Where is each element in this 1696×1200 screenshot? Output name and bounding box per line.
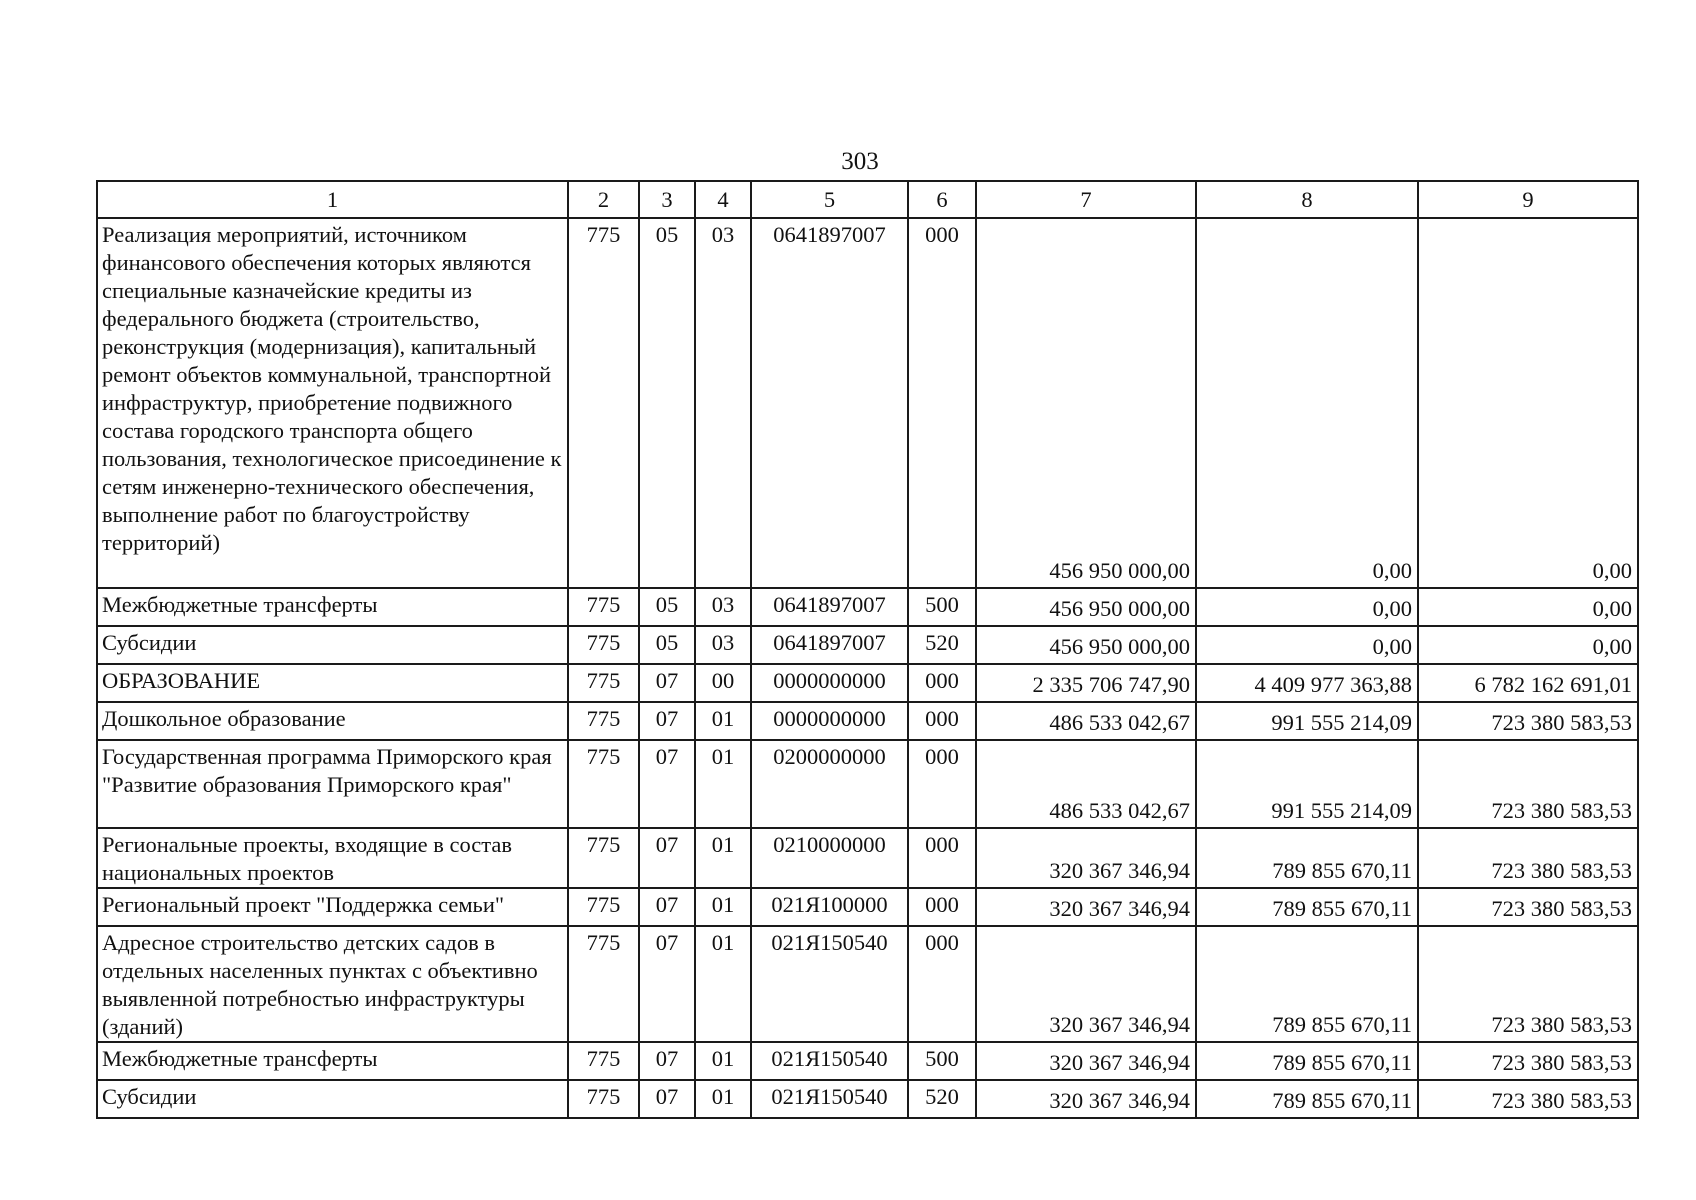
code-section: 07 — [639, 926, 695, 1042]
code-admin: 775 — [568, 664, 639, 702]
table-row — [97, 664, 1638, 702]
code-target: 0641897007 — [751, 626, 908, 664]
code-subsection: 01 — [695, 702, 751, 740]
amount-col9: 723 380 583,53 — [1418, 828, 1638, 888]
column-header: 6 — [908, 181, 976, 218]
code-subsection: 01 — [695, 1042, 751, 1080]
row-name: Субсидии — [97, 626, 568, 664]
column-header: 3 — [639, 181, 695, 218]
table-row — [97, 626, 1638, 664]
amount-col9: 0,00 — [1418, 626, 1638, 664]
header-row — [97, 181, 1638, 218]
amount-col8: 789 855 670,11 — [1196, 828, 1418, 888]
table-row — [97, 1080, 1638, 1118]
amount-col9: 6 782 162 691,01 — [1418, 664, 1638, 702]
amount-col8: 0,00 — [1196, 218, 1418, 588]
code-subsection: 03 — [695, 626, 751, 664]
row-name: Дошкольное образование — [97, 702, 568, 740]
amount-col9: 0,00 — [1418, 588, 1638, 626]
column-header: 5 — [751, 181, 908, 218]
code-target: 021Я150540 — [751, 926, 908, 1042]
code-subsection: 01 — [695, 888, 751, 926]
code-expense-type: 520 — [908, 626, 976, 664]
amount-col7: 320 367 346,94 — [976, 888, 1196, 926]
amount-col8: 991 555 214,09 — [1196, 740, 1418, 828]
budget-table — [96, 180, 1639, 1119]
amount-col8: 991 555 214,09 — [1196, 702, 1418, 740]
amount-col8: 789 855 670,11 — [1196, 1042, 1418, 1080]
code-subsection: 03 — [695, 588, 751, 626]
table-row — [97, 888, 1638, 926]
amount-col7: 320 367 346,94 — [976, 926, 1196, 1042]
amount-col8: 789 855 670,11 — [1196, 888, 1418, 926]
code-expense-type: 000 — [908, 926, 976, 1042]
code-subsection: 03 — [695, 218, 751, 588]
code-target: 0000000000 — [751, 664, 908, 702]
amount-col8: 0,00 — [1196, 588, 1418, 626]
table-row — [97, 702, 1638, 740]
code-expense-type: 000 — [908, 740, 976, 828]
code-section: 07 — [639, 740, 695, 828]
code-section: 07 — [639, 828, 695, 888]
code-section: 07 — [639, 1080, 695, 1118]
amount-col9: 723 380 583,53 — [1418, 888, 1638, 926]
row-name: Межбюджетные трансферты — [97, 1042, 568, 1080]
code-subsection: 01 — [695, 740, 751, 828]
code-admin: 775 — [568, 926, 639, 1042]
column-header: 9 — [1418, 181, 1638, 218]
code-section: 05 — [639, 626, 695, 664]
code-target: 0641897007 — [751, 588, 908, 626]
code-expense-type: 000 — [908, 218, 976, 588]
row-name: Региональные проекты, входящие в состав национальных проектов — [97, 828, 568, 888]
code-expense-type: 000 — [908, 664, 976, 702]
amount-col7: 2 335 706 747,90 — [976, 664, 1196, 702]
row-name: Реализация мероприятий, источником финансового обеспечения которых являются специальные казначейские кредиты из федерального бюджета (строительство, реконструкция (модернизация), капитальный ремонт объектов коммунальной, транспортной инфраструктур, приобретение подвижного состава городского транспорта общего пользования, технологическое присоединение к сетям инженерно-технического обеспечения, выполнение работ по благоустройству территорий) — [97, 218, 568, 588]
table-row — [97, 828, 1638, 888]
row-name: Государственная программа Приморского края "Развитие образования Приморского края" — [97, 740, 568, 828]
amount-col9: 723 380 583,53 — [1418, 1080, 1638, 1118]
row-name: Региональный проект "Поддержка семьи" — [97, 888, 568, 926]
amount-col7: 456 950 000,00 — [976, 626, 1196, 664]
code-target: 021Я150540 — [751, 1080, 908, 1118]
amount-col7: 486 533 042,67 — [976, 740, 1196, 828]
amount-col9: 723 380 583,53 — [1418, 702, 1638, 740]
table-row — [97, 740, 1638, 828]
row-name: Межбюджетные трансферты — [97, 588, 568, 626]
code-expense-type: 520 — [908, 1080, 976, 1118]
code-section: 07 — [639, 702, 695, 740]
code-expense-type: 000 — [908, 828, 976, 888]
page-number: 303 — [841, 148, 879, 175]
amount-col7: 456 950 000,00 — [976, 218, 1196, 588]
amount-col7: 320 367 346,94 — [976, 1080, 1196, 1118]
amount-col7: 456 950 000,00 — [976, 588, 1196, 626]
row-name: Субсидии — [97, 1080, 568, 1118]
code-admin: 775 — [568, 702, 639, 740]
code-expense-type: 000 — [908, 702, 976, 740]
table-row — [97, 588, 1638, 626]
code-subsection: 01 — [695, 1080, 751, 1118]
code-section: 07 — [639, 664, 695, 702]
amount-col8: 789 855 670,11 — [1196, 1080, 1418, 1118]
code-admin: 775 — [568, 828, 639, 888]
code-target: 021Я150540 — [751, 1042, 908, 1080]
code-admin: 775 — [568, 888, 639, 926]
code-subsection: 01 — [695, 926, 751, 1042]
column-header: 4 — [695, 181, 751, 218]
code-admin: 775 — [568, 1080, 639, 1118]
code-target: 0000000000 — [751, 702, 908, 740]
code-admin: 775 — [568, 588, 639, 626]
row-name: Адресное строительство детских садов в отдельных населенных пунктах с объективно выявленной потребностью инфраструктуры (зданий) — [97, 926, 568, 1042]
code-admin: 775 — [568, 218, 639, 588]
code-expense-type: 500 — [908, 1042, 976, 1080]
code-section: 05 — [639, 218, 695, 588]
code-expense-type: 500 — [908, 588, 976, 626]
code-admin: 775 — [568, 1042, 639, 1080]
code-admin: 775 — [568, 740, 639, 828]
amount-col8: 0,00 — [1196, 626, 1418, 664]
code-section: 07 — [639, 1042, 695, 1080]
amount-col7: 486 533 042,67 — [976, 702, 1196, 740]
amount-col9: 0,00 — [1418, 218, 1638, 588]
table-row — [97, 1042, 1638, 1080]
table-row — [97, 218, 1638, 588]
amount-col8: 4 409 977 363,88 — [1196, 664, 1418, 702]
code-section: 07 — [639, 888, 695, 926]
code-admin: 775 — [568, 626, 639, 664]
row-name: ОБРАЗОВАНИЕ — [97, 664, 568, 702]
amount-col9: 723 380 583,53 — [1418, 926, 1638, 1042]
amount-col7: 320 367 346,94 — [976, 828, 1196, 888]
code-expense-type: 000 — [908, 888, 976, 926]
code-section: 05 — [639, 588, 695, 626]
column-header: 7 — [976, 181, 1196, 218]
code-target: 0210000000 — [751, 828, 908, 888]
amount-col9: 723 380 583,53 — [1418, 1042, 1638, 1080]
code-subsection: 00 — [695, 664, 751, 702]
column-header: 1 — [97, 181, 568, 218]
code-target: 021Я100000 — [751, 888, 908, 926]
column-header: 8 — [1196, 181, 1418, 218]
table-row — [97, 926, 1638, 1042]
code-subsection: 01 — [695, 828, 751, 888]
amount-col9: 723 380 583,53 — [1418, 740, 1638, 828]
column-header: 2 — [568, 181, 639, 218]
code-target: 0641897007 — [751, 218, 908, 588]
amount-col8: 789 855 670,11 — [1196, 926, 1418, 1042]
code-target: 0200000000 — [751, 740, 908, 828]
amount-col7: 320 367 346,94 — [976, 1042, 1196, 1080]
